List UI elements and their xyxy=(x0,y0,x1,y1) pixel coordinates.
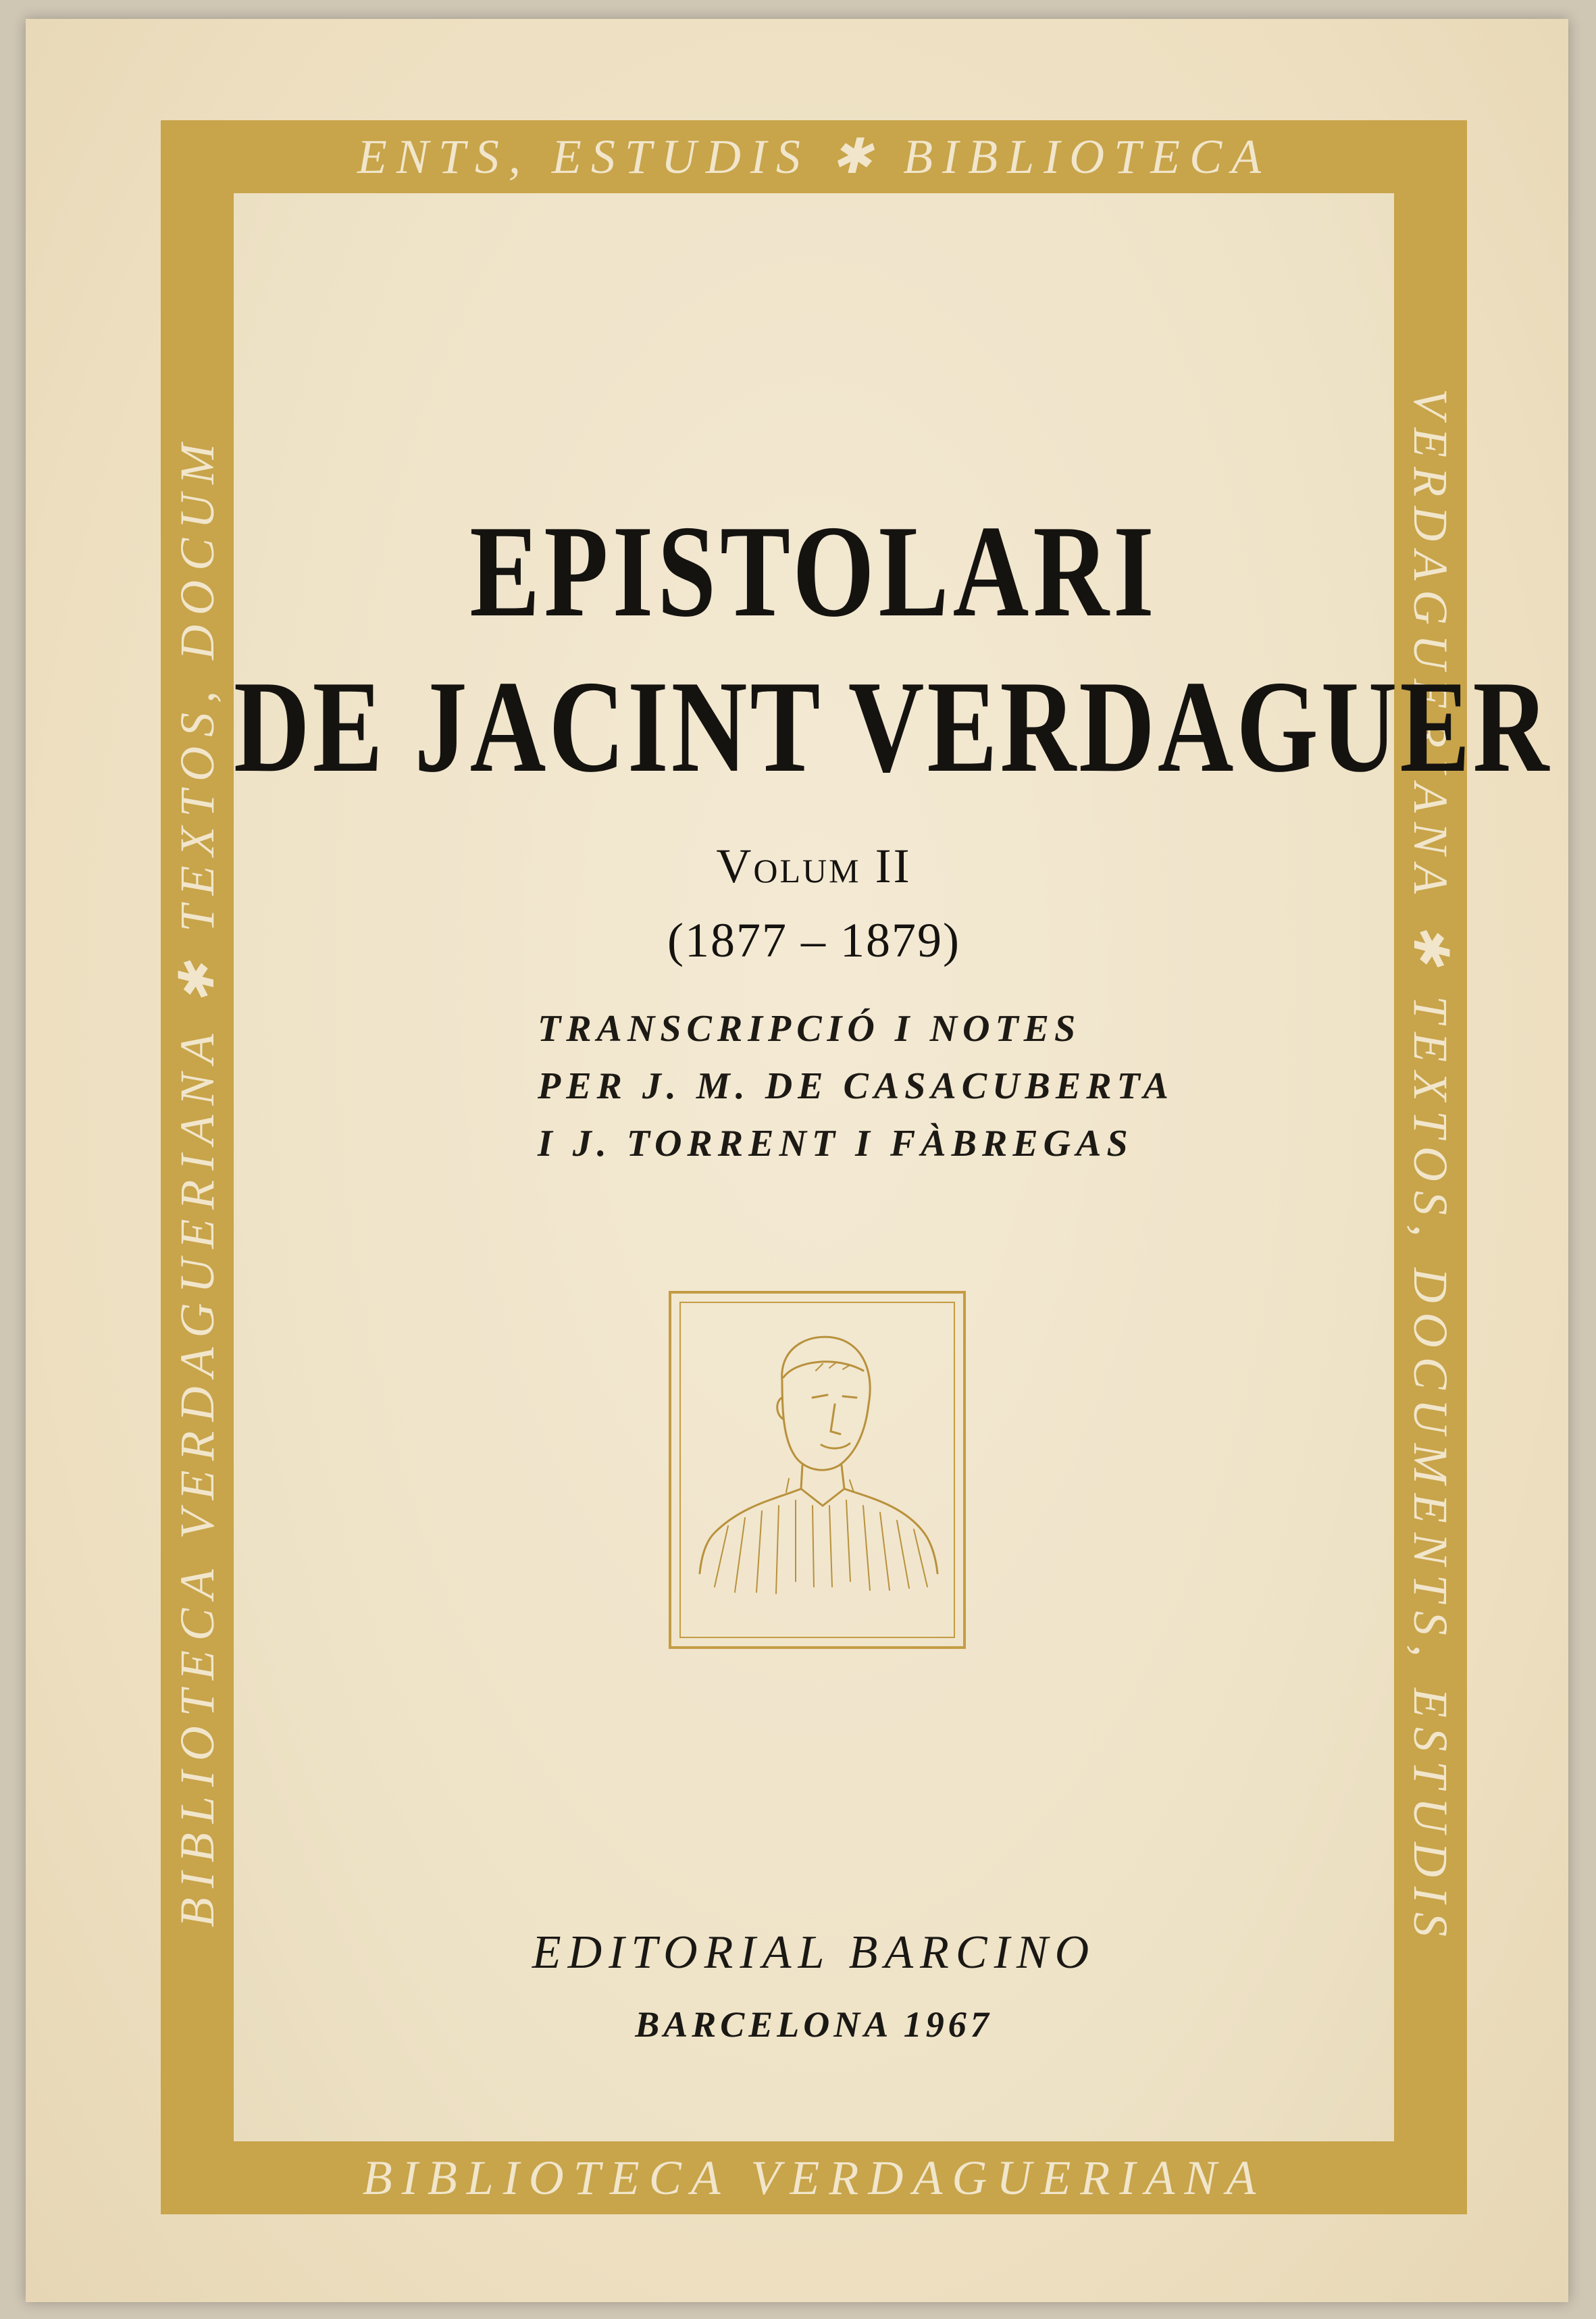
border-text-right: VERDAGUERIANA ✱ TEXTOS, DOCUMENTS, ESTUDIS xyxy=(1404,388,1458,1946)
place-year: BARCELONA 1967 xyxy=(635,2004,993,2045)
credit-line-3: I J. TORRENT I FÀBREGAS xyxy=(538,1123,1133,1165)
years-range: (1877 – 1879) xyxy=(667,913,960,967)
portrait-engraving-icon xyxy=(681,1303,956,1639)
portrait-frame xyxy=(669,1291,966,1649)
border-text-bottom: BIBLIOTECA VERDAGUERIANA xyxy=(362,2151,1266,2205)
border-text-top: ENTS, ESTUDIS ✱ BIBLIOTECA xyxy=(357,130,1271,184)
credit-line-2: PER J. M. DE CASACUBERTA xyxy=(538,1065,1175,1107)
ornamental-border xyxy=(161,120,1552,2214)
portrait-inner-frame xyxy=(679,1302,955,1638)
publisher-name: EDITORIAL BARCINO xyxy=(532,1927,1096,1979)
volume-label: Volum II xyxy=(716,839,912,893)
book-cover xyxy=(26,19,1568,2302)
title-line-1: EPISTOLARI xyxy=(469,498,1158,644)
title-line-2: DE JACINT VERDAGUER xyxy=(234,653,1552,800)
credit-line-1: TRANSCRIPCIÓ I NOTES xyxy=(538,1008,1081,1050)
border-text-left: BIBLIOTECA VERDAGUERIANA ✱ TEXTOS, DOCUM xyxy=(170,434,224,1928)
